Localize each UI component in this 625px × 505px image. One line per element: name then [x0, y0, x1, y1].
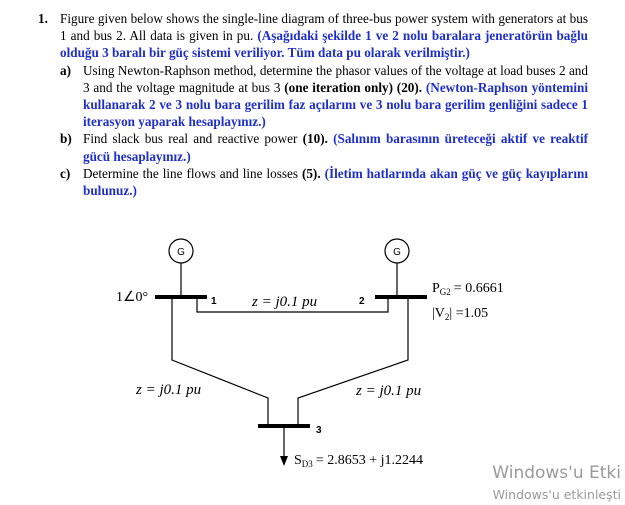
- load-arrow-head: [280, 456, 288, 466]
- part-label: a): [60, 62, 71, 78]
- line-2-3-impedance: z = j0.1 pu: [356, 383, 422, 399]
- bus-2-voltage-magnitude: $|V_2| =1.05$: [432, 306, 489, 322]
- generator-label: G: [393, 247, 401, 258]
- generator-1: [169, 239, 193, 296]
- question-number: 1.: [38, 11, 48, 26]
- part-marks: (5).: [301, 165, 321, 181]
- activation-watermark-title: Windows'u Etki: [492, 463, 621, 483]
- part-english: Determine the line flows and line losses: [83, 165, 298, 181]
- intro-english: Figure given below shows the single-line diagram of three-bus power system with generators at bus 1 and bus 2. All data is given in pu.: [60, 11, 588, 44]
- activation-watermark-subtitle: Windows'u etkinleşti: [492, 487, 621, 502]
- line-1-2-impedance: z = j0.1 pu: [252, 294, 318, 310]
- part-label: b): [60, 131, 72, 147]
- part-marks: (10).: [302, 131, 328, 147]
- bus-1-label: 1: [211, 296, 217, 307]
- part-turkish: (İletim hatlarında akan güç ve güç kayıplarını bulunuz.): [83, 165, 588, 199]
- part-turkish: (Salınım barasının üreteceği aktif ve reaktif gücü hesaplayınız.): [83, 131, 589, 164]
- generator-2: [385, 239, 409, 296]
- part-label: c): [60, 165, 71, 181]
- line-2-3: [298, 297, 408, 426]
- intro-turkish: (Aşağıdaki şekilde 1 ve 2 nolu baralara jeneratörün bağlu olduğu 3 baralı bir güç sistemi veriliyor. Tüm data pu olarak verilmiştir.): [60, 28, 588, 61]
- bus-bar-2: [375, 295, 427, 299]
- bus-3-label: 3: [316, 425, 322, 436]
- part-english: Find slack bus real and reactive power: [83, 131, 298, 147]
- bus-3-load: $S_{D3} = 2.8653 + j1.2244$: [294, 453, 423, 469]
- bus-bar-1: [155, 295, 207, 299]
- part-turkish: (Newton-Raphson yöntemini kullanarak 2 ve 3 nolu bara gerilim faz açılarını ve 3 nolu bara gerilim genliğini sadece 1 iterasyon yaparak hesaplayınız.): [83, 79, 588, 130]
- part-marks: (one iteration only) (20).: [284, 79, 423, 95]
- line-1-3: [172, 297, 268, 426]
- bus-2-label: 2: [359, 296, 365, 307]
- line-1-3-impedance: z = j0.1 pu: [136, 382, 202, 398]
- part-english: Using Newton-Raphson method, determine the phasor values of the voltage at load buses 2 and 3 and the voltage magnitude at bus 3: [83, 62, 588, 95]
- generator-label: G: [177, 247, 185, 258]
- bus-2-pg: $P_{G2} = 0.6661$: [432, 281, 504, 297]
- bus-1-voltage: 1∠0°: [116, 290, 149, 305]
